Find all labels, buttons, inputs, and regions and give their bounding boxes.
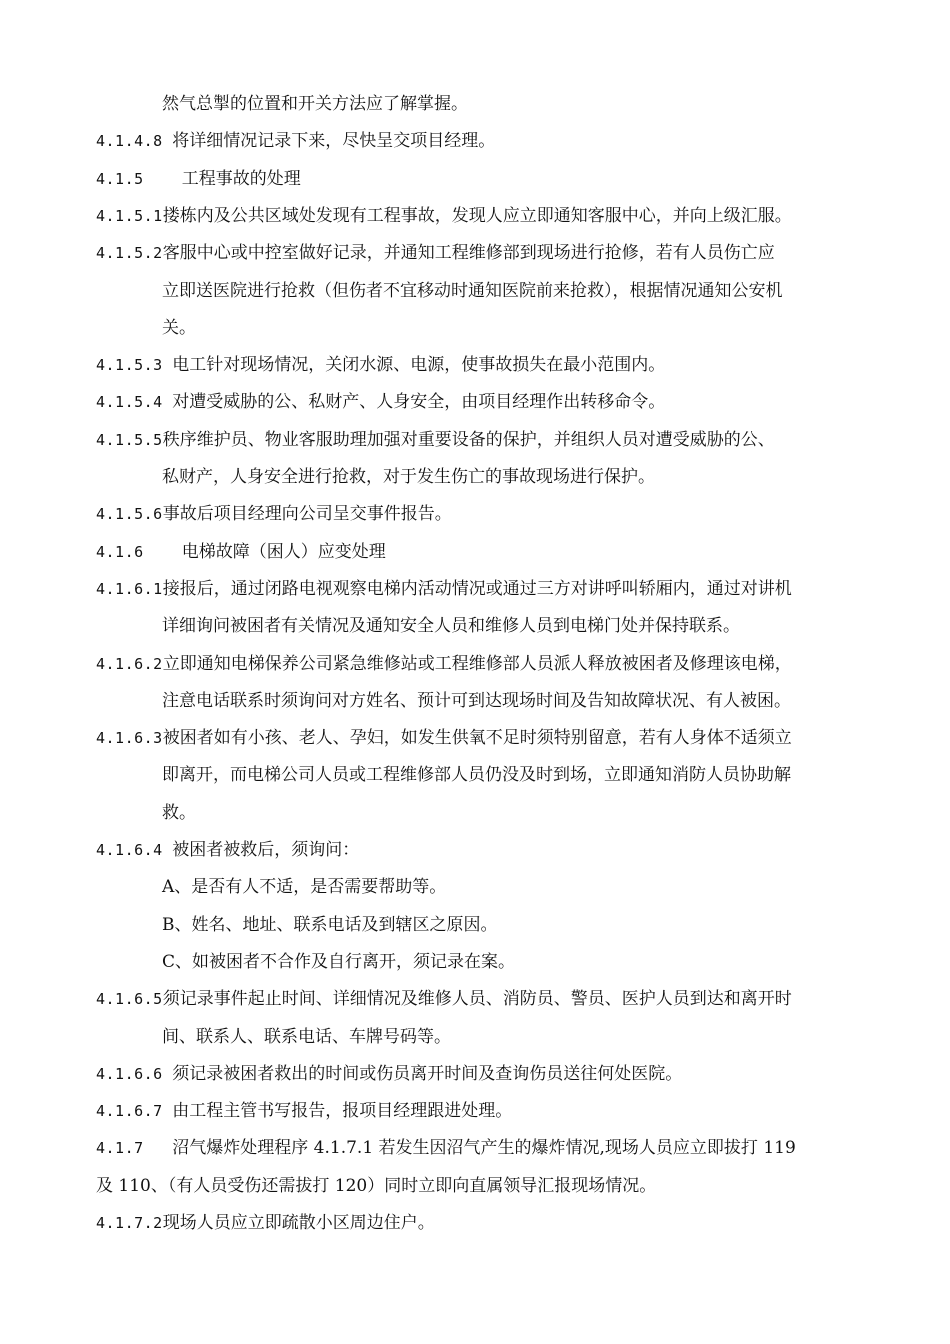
line-text: 对遭受威胁的公、私财产、人身安全，由项目经理作出转移命令。: [172, 392, 666, 413]
line-text: 然气总掣的位置和开关方法应了解掌握。: [162, 94, 468, 114]
text-line: [162, 944, 515, 981]
text-line: [96, 720, 792, 757]
line-text: 将详细情况记录下来，尽快呈交项目经理。: [172, 131, 496, 152]
line-text: 接报后，通过闭路电视观察电梯内活动情况或通过三方对讲呼叫轿厢内，通过对讲机: [162, 578, 792, 599]
section-number: 4.1.7: [96, 1139, 173, 1158]
text-line: [96, 235, 775, 272]
line-text: 电工针对现场情况，关闭水源、电源，使事故损失在最小范围内。: [172, 355, 666, 376]
text-line: [96, 422, 775, 459]
text-line: [162, 310, 196, 347]
line-text: 即离开，而电梯公司人员或工程维修部人员仍没及时到场，立即通知消防人员协助解: [162, 765, 791, 786]
line-text: 客服中心或中控室做好记录，并通知工程维修部到现场进行抢修，若有人员伤亡应: [162, 243, 775, 264]
section-number: 4.1.5.4: [96, 393, 173, 412]
text-line: [96, 347, 665, 384]
line-text: 详细询问被困者有关情况及通知安全人员和维修人员到电梯门处并保持联系。: [162, 616, 740, 637]
section-number: 4.1.5.5: [96, 430, 163, 449]
text-line: [162, 683, 791, 720]
line-text: C、如被困者不合作及自行离开，须记录在案。: [162, 951, 516, 972]
section-number: 4.1.5.2: [96, 244, 163, 263]
text-line: [96, 1205, 435, 1242]
line-text: B、姓名、地址、联系电话及到辖区之原因。: [162, 914, 498, 935]
text-line: [96, 496, 452, 533]
text-line: [162, 608, 740, 645]
text-line: [96, 1168, 656, 1205]
text-line: [162, 86, 468, 123]
text-line: [162, 757, 791, 794]
line-text: 电梯故障（困人）应变处理: [181, 541, 386, 562]
line-text: 立即通知电梯保养公司紧急维修站或工程维修部人员派人释放被困者及修理该电梯，: [162, 653, 792, 674]
line-text: 秩序维护员、物业客服助理加强对重要设备的保护，并组织人员对遭受威胁的公、: [162, 429, 775, 450]
section-number: 4.1.6.1: [96, 579, 163, 598]
text-line: [96, 161, 301, 198]
section-number: 4.1.5.3: [96, 356, 173, 375]
line-text: A、是否有人不适，是否需要帮助等。: [162, 877, 447, 898]
section-number: 4.1.6.4: [96, 841, 173, 859]
text-line: [162, 273, 783, 310]
line-text: 注意电话联系时须询问对方姓名、预计可到达现场时间及告知故障状况、有人被困。: [162, 690, 791, 711]
text-line: [96, 1093, 512, 1130]
text-line: [162, 869, 446, 906]
line-text: 及 110、（有人员受伤还需拔打 120）同时立即向直属领导汇报现场情况。: [96, 1175, 657, 1196]
section-number: 4.1.6.6: [96, 1064, 173, 1083]
text-line: [96, 832, 359, 869]
line-text: 沼气爆炸处理程序 4.1.7.1 若发生因沼气产生的爆炸情况,现场人员应立即拔打 119: [172, 1138, 796, 1159]
text-line: [96, 123, 495, 160]
line-text: 由工程主管书写报告，报项目经理跟进处理。: [172, 1101, 513, 1122]
line-text: 立即送医院进行抢救（但伤者不宜移动时通知医院前来抢救），根据情况通知公安机: [162, 280, 783, 301]
text-line: [96, 571, 792, 608]
section-number: 4.1.5.6: [96, 505, 163, 524]
line-text: 被困者被救后，须询问：: [172, 840, 360, 860]
section-number: 4.1.4.8: [96, 132, 173, 151]
section-number: 4.1.6.3: [96, 729, 163, 748]
section-number: 4.1.5.1: [96, 206, 163, 225]
text-line: [96, 1130, 796, 1167]
text-line: [96, 1056, 682, 1093]
line-text: 现场人员应立即疏散小区周边住户。: [162, 1213, 435, 1233]
text-line: [96, 534, 386, 571]
line-text: 须记录被困者救出的时间或伤员离开时间及查询伤员送往何处医院。: [172, 1063, 683, 1084]
line-text: 救。: [162, 802, 196, 823]
line-text: 私财产，人身安全进行抢救，对于发生伤亡的事故现场进行保护。: [162, 467, 655, 487]
line-text: 搂栋内及公共区域处发现有工程事故，发现人应立即通知客服中心，并向上级汇服。: [162, 205, 792, 226]
text-line: [162, 1019, 451, 1056]
section-number: 4.1.7.2: [96, 1214, 163, 1232]
line-text: 事故后项目经理向公司呈交事件报告。: [162, 504, 452, 525]
text-line: [96, 646, 792, 683]
text-line: [162, 459, 655, 496]
text-line: [96, 981, 792, 1018]
text-line: [96, 384, 665, 421]
section-number: 4.1.6: [96, 542, 182, 561]
section-number: 4.1.5: [96, 169, 182, 188]
section-number: 4.1.6.5: [96, 990, 163, 1009]
line-text: 被困者如有小孩、老人、孕妇，如发生供氧不足时须特别留意，若有人身体不适须立: [162, 728, 792, 749]
text-line: [162, 795, 196, 832]
section-number: 4.1.6.2: [96, 654, 163, 673]
section-number: 4.1.6.7: [96, 1102, 173, 1121]
line-text: 工程事故的处理: [181, 168, 301, 189]
line-text: 间、联系人、联系电话、车牌号码等。: [162, 1026, 451, 1047]
line-text: 须记录事件起止时间、详细情况及维修人员、消防员、警员、医护人员到达和离开时: [162, 989, 792, 1010]
line-text: 关。: [162, 317, 196, 338]
text-line: [96, 198, 792, 235]
text-line: [162, 907, 498, 944]
